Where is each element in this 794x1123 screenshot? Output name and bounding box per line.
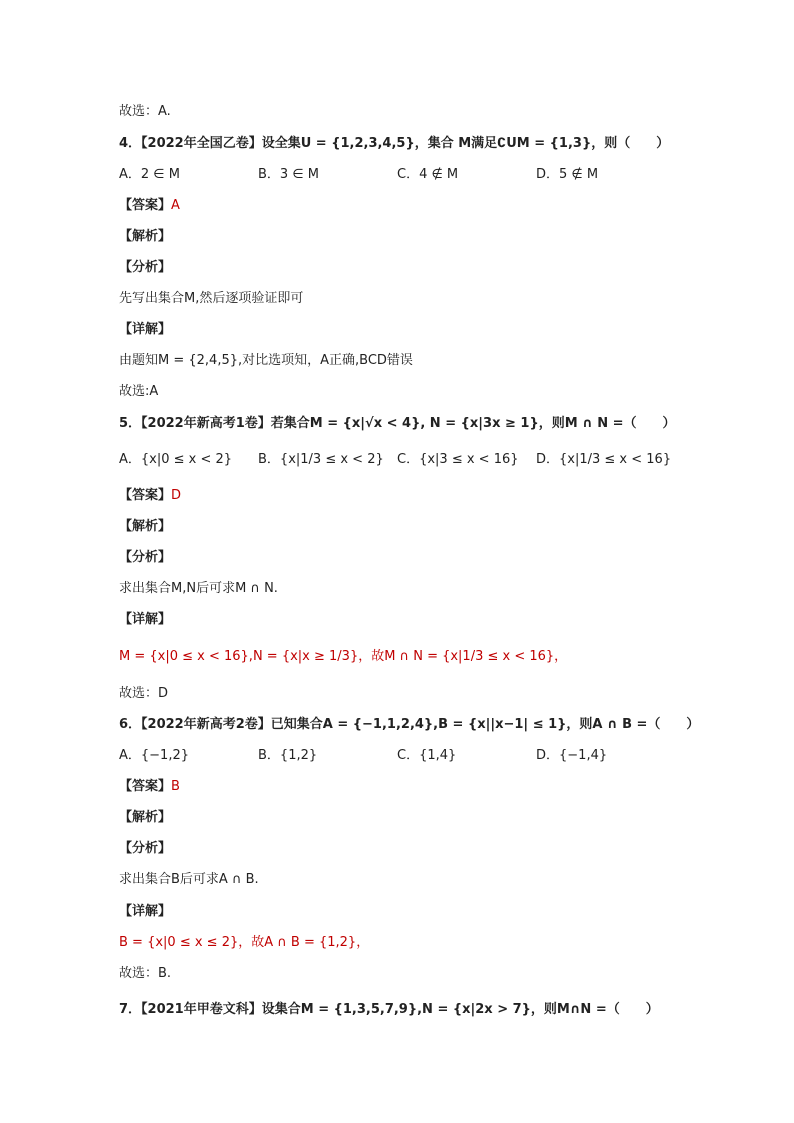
answer-label: 【答案】 bbox=[119, 779, 172, 794]
q6-xiangjie-text: B = {x|0 ≤ x ≤ 2}，故A ∩ B = {1,2}， bbox=[119, 935, 370, 950]
choose-line-prev: 故选：A. bbox=[119, 104, 171, 119]
q5-choose: 故选：D bbox=[119, 686, 169, 701]
q6-option-d: D．{−1,4} bbox=[536, 748, 608, 763]
q5-option-a: A．{x|0 ≤ x < 2} bbox=[119, 452, 233, 467]
q4-fenxi-text: 先写出集合M,然后逐项验证即可 bbox=[119, 291, 304, 306]
question-7: 7．【2021年甲卷文科】设集合M = {1,3,5,7,9},N = {x|2x > 7}，则M∩N =（ ） bbox=[119, 1002, 659, 1017]
q6-choose: 故选：B. bbox=[119, 966, 172, 981]
q5-xiangjie-label: 【详解】 bbox=[119, 612, 172, 627]
question-6: 6．【2022年新高考2卷】已知集合A = {−1,1,2,4},B = {x||x−1| ≤ 1}，则A ∩ B =（ ） bbox=[119, 717, 700, 732]
answer-value: A bbox=[171, 198, 180, 213]
q5-xiangjie-text: M = {x|0 ≤ x < 16},N = {x|x ≥ 1/3}，故M ∩ N = {x|1/3 ≤ x < 16}， bbox=[119, 649, 568, 664]
q6-xiangjie-label: 【详解】 bbox=[119, 904, 172, 919]
q4-option-c: C．4 ∉ M bbox=[397, 167, 459, 182]
q6-option-a: A．{−1,2} bbox=[119, 748, 190, 763]
q6-option-c: C．{1,4} bbox=[397, 748, 457, 763]
q5-fenxi-text: 求出集合M,N后可求M ∩ N. bbox=[119, 581, 278, 596]
q5-option-d: D．{x|1/3 ≤ x < 16} bbox=[536, 452, 672, 467]
q4-choose: 故选:A bbox=[119, 384, 159, 399]
q6-answer bbox=[119, 778, 180, 796]
answer-label: 【答案】 bbox=[119, 488, 172, 503]
q5-answer bbox=[119, 487, 181, 505]
q4-jiexi-label: 【解析】 bbox=[119, 229, 172, 244]
q5-fenxi-label: 【分析】 bbox=[119, 550, 172, 565]
question-4: 4．【2022年全国乙卷】设全集U = {1,2,3,4,5}，集合 M满足∁UM = {1,3}，则（ ） bbox=[119, 136, 670, 151]
q4-xiangjie-label: 【详解】 bbox=[119, 322, 172, 337]
answer-label: 【答案】 bbox=[119, 198, 172, 213]
answer-value: B bbox=[171, 779, 180, 794]
q4-xiangjie-text: 由题知M = {2,4,5},对比选项知，A正确,BCD错误 bbox=[119, 353, 413, 368]
q6-fenxi-label: 【分析】 bbox=[119, 841, 172, 856]
q4-fenxi-label: 【分析】 bbox=[119, 260, 172, 275]
q4-option-a: A．2 ∈ M bbox=[119, 167, 180, 182]
question-5: 5．【2022年新高考1卷】若集合M = {x|√x < 4}, N = {x|3x ≥ 1}，则M ∩ N =（ ） bbox=[119, 416, 676, 431]
q5-jiexi-label: 【解析】 bbox=[119, 519, 172, 534]
q4-option-d: D．5 ∉ M bbox=[536, 167, 599, 182]
q5-option-c: C．{x|3 ≤ x < 16} bbox=[397, 452, 519, 467]
q4-option-b: B．3 ∈ M bbox=[258, 167, 319, 182]
q6-fenxi-text: 求出集合B后可求A ∩ B. bbox=[119, 872, 259, 887]
q4-answer bbox=[119, 197, 180, 215]
answer-value: D bbox=[171, 488, 182, 503]
q5-option-b: B．{x|1/3 ≤ x < 2} bbox=[258, 452, 384, 467]
q6-option-b: B．{1,2} bbox=[258, 748, 318, 763]
q6-jiexi-label: 【解析】 bbox=[119, 810, 172, 825]
